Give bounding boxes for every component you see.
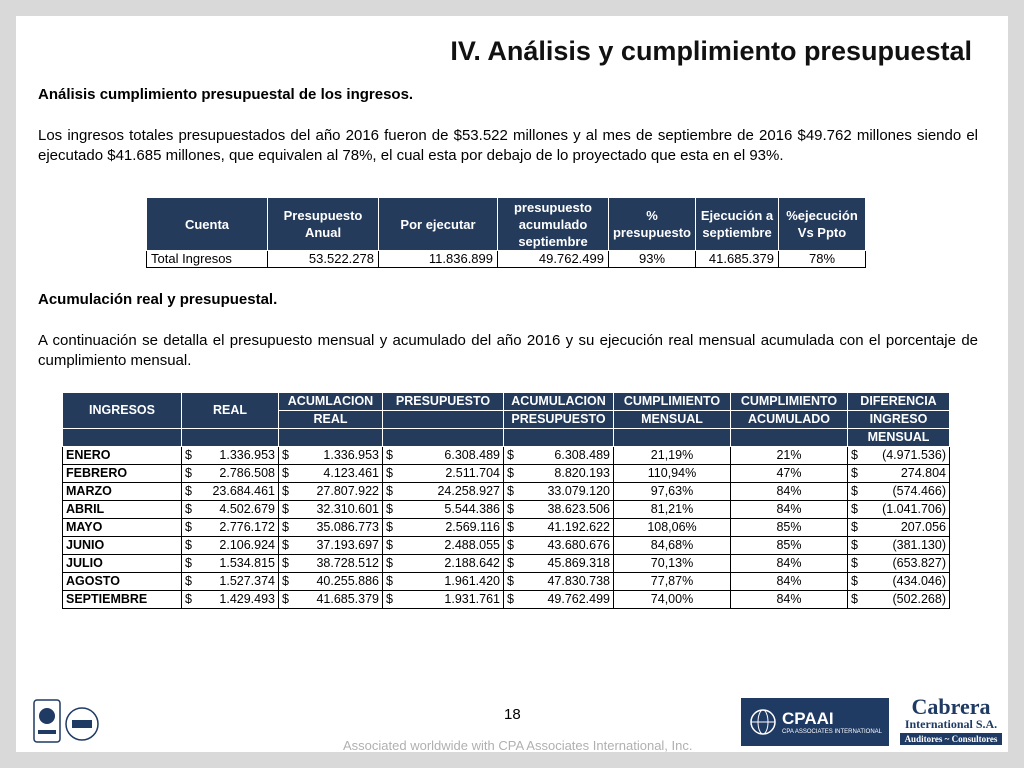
header-por-ejecutar: Por ejecutar: [379, 198, 498, 251]
cell-diferencia-value: 207.056: [900, 520, 946, 534]
cell-cumplimiento-mensual: 97,63%: [614, 483, 731, 501]
header-pct-presupuesto: % presupuesto: [609, 198, 696, 251]
currency-symbol: $: [185, 574, 192, 588]
cell-acumulacion-presupuesto: [504, 591, 614, 609]
currency-symbol: $: [851, 484, 858, 498]
currency-symbol: $: [507, 520, 514, 534]
cell-acumulacion-real: [279, 483, 383, 501]
currency-symbol: $: [507, 574, 514, 588]
header-presupuesto-anual: Presupuesto Anual: [268, 198, 379, 251]
cell-diferencia-value: 274.804: [900, 466, 946, 480]
cell-acumulacion-presupuesto: [504, 537, 614, 555]
header-acumulacion-presupuesto: ACUMULACION: [504, 393, 614, 411]
cell-cumplimiento-acumulado: 85%: [731, 519, 848, 537]
table-row: [63, 591, 950, 609]
currency-symbol: $: [386, 484, 393, 498]
currency-symbol: $: [185, 520, 192, 534]
section1-paragraph: Los ingresos totales presupuestados del año 2016 fueron de $53.522 millones y al mes de septiembre de 2016 $49.762 millones siendo el ejecutado $41.685 millones, que equivalen al 78%, el cual esta por debajo de lo proyectado que esta en el 93%.: [38, 127, 978, 164]
currency-symbol: $: [386, 502, 393, 516]
cell-acumulacion-presupuesto: [504, 465, 614, 483]
cell-cumplimiento-acumulado: 84%: [731, 501, 848, 519]
currency-symbol: $: [282, 574, 289, 588]
cell-real: [182, 465, 279, 483]
currency-symbol: $: [507, 448, 514, 462]
cell-diferencia: [848, 537, 950, 555]
cell-diferencia: [848, 483, 950, 501]
cell-cumplimiento-acumulado: 84%: [731, 591, 848, 609]
cell-pct-ejecucion: 78%: [779, 251, 866, 268]
currency-symbol: $: [507, 484, 514, 498]
cell-acumulacion-presupuesto: [504, 573, 614, 591]
currency-symbol: $: [507, 538, 514, 552]
currency-symbol: $: [386, 538, 393, 552]
cell-cuenta: Total Ingresos: [147, 251, 268, 268]
header-blank: [731, 429, 848, 447]
cell-acumulacion-real: [279, 465, 383, 483]
cpaai-logo-text: CPAAI: [781, 709, 834, 728]
header-acumulacion-presupuesto-2: PRESUPUESTO: [504, 411, 614, 429]
cell-presupuesto: [383, 447, 504, 465]
currency-symbol: $: [851, 466, 858, 480]
cell-presupuesto: [383, 483, 504, 501]
currency-symbol: $: [507, 592, 514, 606]
cell-mes: SEPTIEMBRE: [63, 591, 182, 609]
header-blank: [383, 429, 504, 447]
cell-mes: JULIO: [63, 555, 182, 573]
cell-cumplimiento-mensual: 110,94%: [614, 465, 731, 483]
header-cumplimiento-acumulado-2: ACUMULADO: [731, 411, 848, 429]
cell-acumulacion-presupuesto: [504, 555, 614, 573]
header-diferencia-2: INGRESO: [848, 411, 950, 429]
iso-certification-icon: [32, 698, 102, 744]
cell-acumulacion-presupuesto-value: 38.623.506: [547, 502, 610, 516]
cell-cumplimiento-acumulado: 85%: [731, 537, 848, 555]
cell-real-value: 2.786.508: [219, 466, 275, 480]
header-blank: [182, 429, 279, 447]
cell-acumulacion-presupuesto-value: 6.308.489: [554, 448, 610, 462]
cell-real-value: 2.106.924: [219, 538, 275, 552]
currency-symbol: $: [851, 556, 858, 570]
currency-symbol: $: [282, 538, 289, 552]
cell-acumulacion-real-value: 38.728.512: [316, 556, 379, 570]
cabrera-logo-text: Cabrera: [911, 694, 991, 719]
cell-cumplimiento-acumulado: 84%: [731, 555, 848, 573]
cell-presupuesto-value: 2.569.116: [445, 520, 500, 534]
cell-cumplimiento-acumulado: 84%: [731, 573, 848, 591]
cell-acumulacion-real-value: 4.123.461: [323, 466, 379, 480]
cell-real-value: 1.336.953: [219, 448, 275, 462]
cell-presupuesto-value: 2.488.055: [444, 538, 500, 552]
currency-symbol: $: [386, 574, 393, 588]
cell-presupuesto: [383, 573, 504, 591]
table-row: [63, 537, 950, 555]
cell-acumulacion-presupuesto: [504, 447, 614, 465]
currency-symbol: $: [507, 502, 514, 516]
cell-acumulacion-real: [279, 501, 383, 519]
cell-real: [182, 483, 279, 501]
budget-summary-table: [146, 197, 866, 268]
globe-icon: [748, 707, 778, 737]
cell-acumulacion-real: [279, 537, 383, 555]
currency-symbol: $: [185, 466, 192, 480]
currency-symbol: $: [851, 538, 858, 552]
cell-acumulacion-real-value: 40.255.886: [316, 574, 379, 588]
cell-presupuesto-value: 5.544.386: [444, 502, 500, 516]
cell-real: [182, 447, 279, 465]
cell-diferencia-value: (434.046): [892, 574, 946, 588]
currency-symbol: $: [282, 448, 289, 462]
cell-mes: AGOSTO: [63, 573, 182, 591]
cell-real: [182, 519, 279, 537]
cell-acumulacion-real: [279, 519, 383, 537]
cabrera-logo: [896, 696, 1006, 746]
cell-diferencia: [848, 555, 950, 573]
currency-symbol: $: [386, 556, 393, 570]
header-blank: [614, 429, 731, 447]
cell-acumulacion-real: [279, 555, 383, 573]
cell-presupuesto: [383, 537, 504, 555]
cell-presupuesto-value: 1.931.761: [444, 592, 500, 606]
cell-real-value: 2.776.172: [219, 520, 275, 534]
cell-ejecucion: 41.685.379: [696, 251, 779, 268]
currency-symbol: $: [507, 466, 514, 480]
table-header-row: [63, 429, 950, 447]
currency-symbol: $: [386, 592, 393, 606]
cell-mes: ABRIL: [63, 501, 182, 519]
table-row: [147, 251, 866, 268]
cell-diferencia: [848, 573, 950, 591]
cell-real: [182, 537, 279, 555]
cell-diferencia: [848, 591, 950, 609]
header-cumplimiento-mensual-2: MENSUAL: [614, 411, 731, 429]
cell-cumplimiento-mensual: 70,13%: [614, 555, 731, 573]
header-cumplimiento-mensual: CUMPLIMIENTO: [614, 393, 731, 411]
cell-acumulacion-real-value: 41.685.379: [316, 592, 379, 606]
cell-presupuesto: [383, 591, 504, 609]
cell-mes: JUNIO: [63, 537, 182, 555]
currency-symbol: $: [185, 556, 192, 570]
table-header-row: [147, 198, 866, 251]
cell-real-value: 23.684.461: [212, 484, 275, 498]
currency-symbol: $: [185, 592, 192, 606]
currency-symbol: $: [282, 484, 289, 498]
currency-symbol: $: [185, 484, 192, 498]
section2-paragraph: A continuación se detalla el presupuesto mensual y acumulado del año 2016 y su ejecución real mensual acumulada con el porcentaje de cumplimiento mensual.: [38, 332, 978, 369]
cell-diferencia-value: (574.466): [892, 484, 946, 498]
currency-symbol: $: [851, 448, 858, 462]
cell-presupuesto-acumulado: 49.762.499: [498, 251, 609, 268]
header-real: REAL: [182, 393, 279, 429]
cell-acumulacion-real-value: 37.193.697: [316, 538, 379, 552]
cell-diferencia-value: (1.041.706): [882, 502, 946, 516]
cell-acumulacion-presupuesto-value: 8.820.193: [554, 466, 610, 480]
currency-symbol: $: [185, 502, 192, 516]
table-row: [63, 501, 950, 519]
cell-presupuesto-value: 6.308.489: [444, 448, 500, 462]
header-acumulacion-real: ACUMLACION: [279, 393, 383, 411]
cell-acumulacion-presupuesto-value: 47.830.738: [547, 574, 610, 588]
cell-real: [182, 555, 279, 573]
header-blank: [504, 429, 614, 447]
cell-cumplimiento-acumulado: 84%: [731, 483, 848, 501]
cell-acumulacion-real: [279, 573, 383, 591]
cell-presupuesto: [383, 501, 504, 519]
header-cuenta: Cuenta: [147, 198, 268, 251]
cell-real-value: 1.429.493: [219, 592, 275, 606]
page-number: 18: [504, 706, 521, 723]
cell-acumulacion-presupuesto-value: 43.680.676: [547, 538, 610, 552]
currency-symbol: $: [851, 502, 858, 516]
header-blank: [279, 429, 383, 447]
cell-acumulacion-real-value: 32.310.601: [316, 502, 379, 516]
table-row: [63, 465, 950, 483]
cell-mes: FEBRERO: [63, 465, 182, 483]
cell-acumulacion-real-value: 1.336.953: [323, 448, 379, 462]
cell-real-value: 4.502.679: [219, 502, 275, 516]
currency-symbol: $: [282, 556, 289, 570]
cell-cumplimiento-mensual: 108,06%: [614, 519, 731, 537]
slide: [16, 16, 1008, 752]
monthly-table-body: [63, 447, 950, 609]
currency-symbol: $: [185, 448, 192, 462]
cell-presupuesto-value: 2.511.704: [445, 466, 500, 480]
cell-acumulacion-presupuesto-value: 45.869.318: [547, 556, 610, 570]
cell-mes: ENERO: [63, 447, 182, 465]
cell-diferencia-value: (502.268): [892, 592, 946, 606]
section1-heading: Análisis cumplimiento presupuestal de los ingresos.: [38, 86, 414, 103]
cell-presupuesto-value: 1.961.420: [444, 574, 500, 588]
certification-logos: [32, 698, 102, 749]
cell-presupuesto: [383, 465, 504, 483]
header-blank: [383, 411, 504, 429]
cell-pct-presupuesto: 93%: [609, 251, 696, 268]
cell-diferencia: [848, 501, 950, 519]
cell-cumplimiento-mensual: 21,19%: [614, 447, 731, 465]
cell-real-value: 1.527.374: [219, 574, 275, 588]
currency-symbol: $: [386, 520, 393, 534]
currency-symbol: $: [386, 466, 393, 480]
cell-acumulacion-presupuesto-value: 41.192.622: [547, 520, 610, 534]
cell-presupuesto: [383, 519, 504, 537]
currency-symbol: $: [282, 502, 289, 516]
cabrera-logo-subtext: International S.A.: [904, 717, 998, 731]
currency-symbol: $: [507, 556, 514, 570]
cell-acumulacion-presupuesto: [504, 501, 614, 519]
cell-diferencia-value: (4.971.536): [882, 448, 946, 462]
currency-symbol: $: [185, 538, 192, 552]
cell-presupuesto-anual: 53.522.278: [268, 251, 379, 268]
cell-cumplimiento-acumulado: 21%: [731, 447, 848, 465]
cell-real-value: 1.534.815: [219, 556, 275, 570]
cell-acumulacion-real-value: 27.807.922: [316, 484, 379, 498]
currency-symbol: $: [851, 592, 858, 606]
header-pct-ejecucion: %ejecución Vs Ppto: [779, 198, 866, 251]
cell-cumplimiento-mensual: 77,87%: [614, 573, 731, 591]
cell-diferencia-value: (653.827): [892, 556, 946, 570]
currency-symbol: $: [851, 574, 858, 588]
header-presupuesto: PRESUPUESTO: [383, 393, 504, 411]
cabrera-logo-tagline: Auditores ~ Consultores: [900, 733, 1002, 745]
cpaai-logo-subtext: CPA ASSOCIATES INTERNATIONAL: [781, 729, 883, 735]
cell-acumulacion-presupuesto-value: 33.079.120: [547, 484, 610, 498]
table-row: [63, 483, 950, 501]
cell-cumplimiento-acumulado: 47%: [731, 465, 848, 483]
cell-mes: MARZO: [63, 483, 182, 501]
header-diferencia-3: MENSUAL: [848, 429, 950, 447]
cell-presupuesto: [383, 555, 504, 573]
header-presupuesto-acumulado: presupuesto acumulado septiembre: [498, 198, 609, 251]
slide-title: IV. Análisis y cumplimiento presupuestal: [450, 36, 972, 66]
header-ingresos: INGRESOS: [63, 393, 182, 429]
header-diferencia: DIFERENCIA: [848, 393, 950, 411]
header-acumulacion-real-2: REAL: [279, 411, 383, 429]
header-ejecucion: Ejecución a septiembre: [696, 198, 779, 251]
cell-mes: MAYO: [63, 519, 182, 537]
cell-acumulacion-presupuesto: [504, 483, 614, 501]
currency-symbol: $: [282, 520, 289, 534]
cell-acumulacion-real: [279, 447, 383, 465]
cell-presupuesto-value: 2.188.642: [444, 556, 500, 570]
cell-real: [182, 501, 279, 519]
header-blank: [63, 429, 182, 447]
cell-diferencia-value: (381.130): [892, 538, 946, 552]
cell-por-ejecutar: 11.836.899: [379, 251, 498, 268]
cell-diferencia: [848, 447, 950, 465]
table-row: [63, 447, 950, 465]
cell-cumplimiento-mensual: 84,68%: [614, 537, 731, 555]
cell-acumulacion-presupuesto-value: 49.762.499: [547, 592, 610, 606]
cell-real: [182, 573, 279, 591]
currency-symbol: $: [282, 592, 289, 606]
section2-heading: Acumulación real y presupuestal.: [38, 291, 278, 308]
cell-diferencia: [848, 465, 950, 483]
cell-presupuesto-value: 24.258.927: [437, 484, 500, 498]
cell-acumulacion-presupuesto: [504, 519, 614, 537]
cell-real: [182, 591, 279, 609]
footer-text: Associated worldwide with CPA Associates International, Inc.: [343, 738, 693, 753]
cpaai-logo: [741, 698, 889, 746]
table-row: [63, 519, 950, 537]
table-row: [63, 573, 950, 591]
cell-cumplimiento-mensual: 81,21%: [614, 501, 731, 519]
header-cumplimiento-acumulado: CUMPLIMIENTO: [731, 393, 848, 411]
currency-symbol: $: [282, 466, 289, 480]
cell-cumplimiento-mensual: 74,00%: [614, 591, 731, 609]
monthly-budget-table: [62, 392, 950, 609]
cell-acumulacion-real-value: 35.086.773: [316, 520, 379, 534]
table-row: [63, 555, 950, 573]
currency-symbol: $: [386, 448, 393, 462]
cell-diferencia: [848, 519, 950, 537]
currency-symbol: $: [851, 520, 858, 534]
table-header-row: [63, 393, 950, 411]
cell-acumulacion-real: [279, 591, 383, 609]
